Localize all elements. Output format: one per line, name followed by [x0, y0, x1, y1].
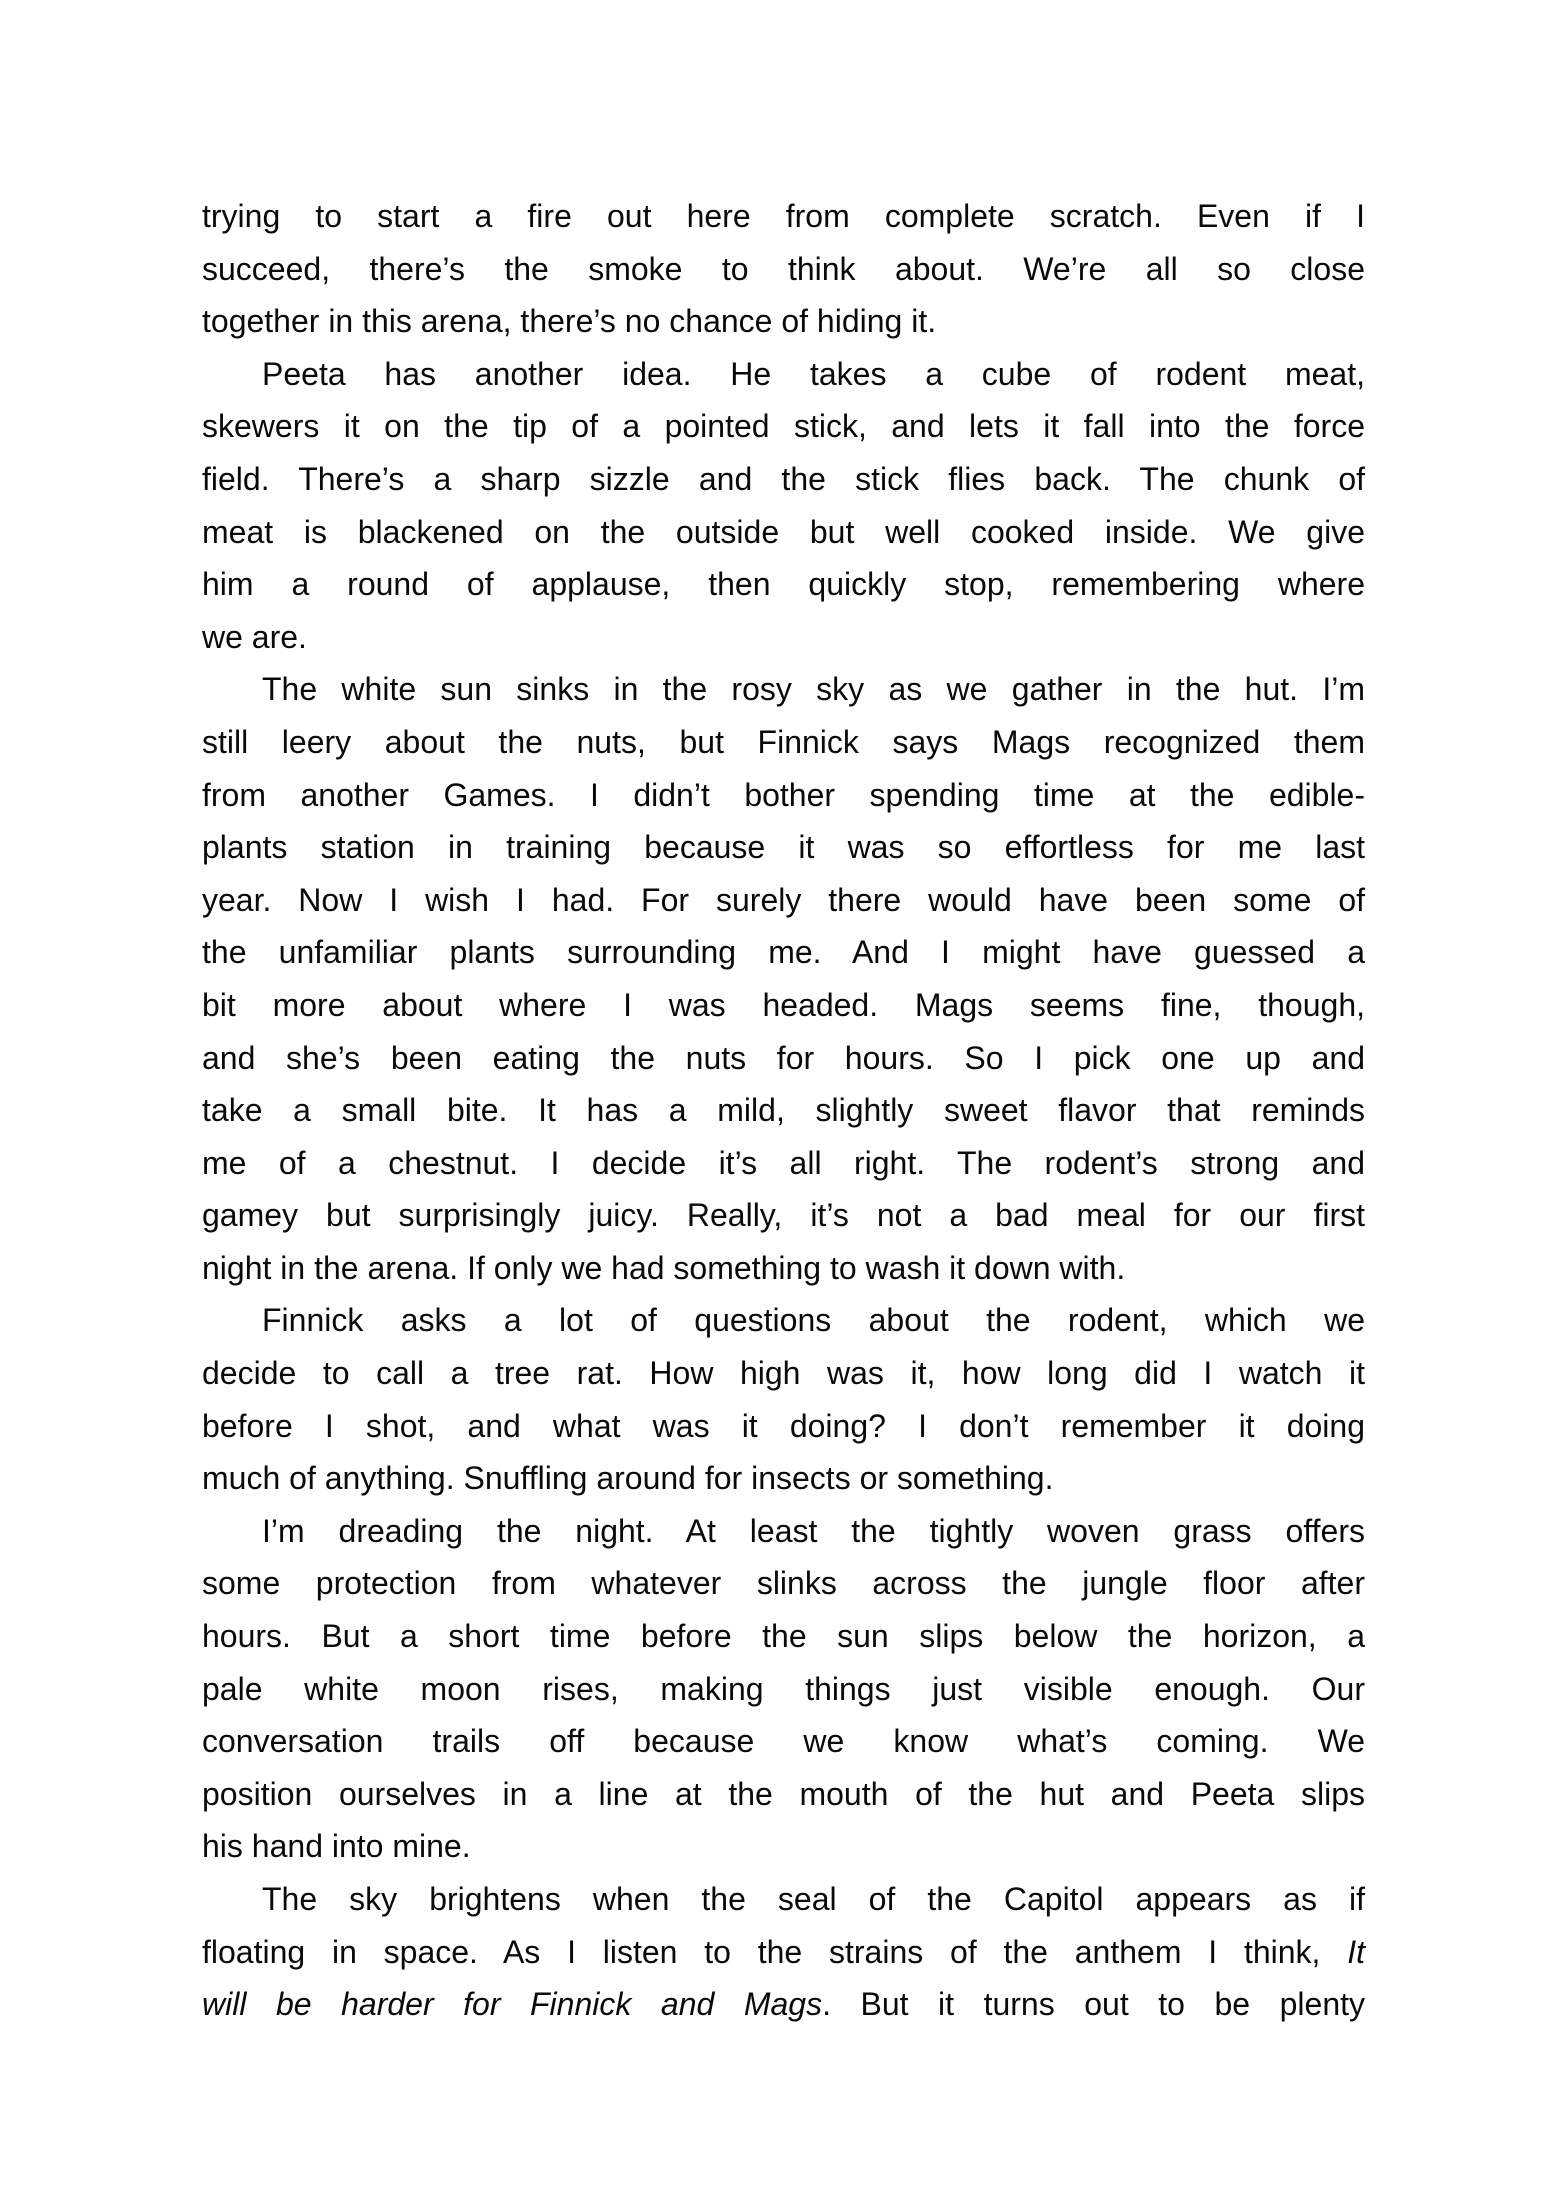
text-line — [202, 611, 1365, 664]
text-segment: Peeta has another idea. He takes a cube of rodent meat, — [262, 355, 1365, 392]
text-segment: before I shot, and what was it doing? I don’t remember it doing — [202, 1407, 1365, 1444]
text-segment: the unfamiliar plants surrounding me. And I might have guessed a — [202, 934, 1365, 971]
text-segment: The sky brightens when the seal of the Capitol appears as if — [262, 1881, 1365, 1917]
text-line — [202, 1032, 1365, 1085]
text-segment: skewers it on the tip of a pointed stick, and lets it fall into the force — [202, 408, 1365, 445]
text-segment: me of a chestnut. I decide it’s all right. The rodent’s strong and — [202, 1144, 1365, 1181]
text-segment: floating in space. As I listen to the strains of the anthem I think, — [202, 1933, 1348, 1970]
text-line — [202, 821, 1365, 874]
text-line — [202, 979, 1365, 1032]
text-segment: position ourselves in a line at the mouth of the hut and Peeta slips — [202, 1775, 1365, 1812]
text-segment: gamey but surprisingly juicy. Really, it’s not a bad meal for our first — [202, 1197, 1365, 1234]
text-segment: from another Games. I didn’t bother spending time at the edible- — [202, 776, 1365, 813]
text-segment: bit more about where I was headed. Mags seems fine, though, — [202, 986, 1365, 1023]
text-line — [202, 1294, 1365, 1347]
paragraph — [202, 1294, 1365, 1504]
text-line — [202, 1610, 1365, 1663]
text-line — [202, 348, 1365, 401]
text-line — [202, 1084, 1365, 1137]
text-line — [202, 663, 1365, 716]
text-line — [202, 1663, 1365, 1716]
text-line — [202, 1347, 1365, 1400]
text-line — [202, 769, 1365, 822]
text-segment: together in this arena, there’s no chance of hiding it. — [202, 303, 937, 340]
italic-text: will be harder for Finnick and Mags — [202, 1986, 823, 2023]
text-segment: . But it turns out to be plenty — [822, 1986, 1365, 2023]
text-segment: plants station in training because it was so effortless for me last — [202, 829, 1365, 866]
text-segment: him a round of applause, then quickly stop, remembering where — [202, 566, 1365, 603]
text-line — [202, 1820, 1365, 1873]
text-line — [202, 1189, 1365, 1242]
text-segment: decide to call a tree rat. How high was it, how long did I watch it — [202, 1355, 1365, 1392]
text-segment: take a small bite. It has a mild, slightly sweet flavor that reminds — [202, 1092, 1365, 1129]
text-line — [202, 1926, 1365, 1979]
text-segment: meat is blackened on the outside but well cooked inside. We give — [202, 513, 1365, 550]
text-line — [202, 243, 1365, 296]
text-line — [202, 1715, 1365, 1768]
text-line — [202, 874, 1365, 927]
text-segment: we are. — [202, 618, 307, 655]
paragraph — [202, 1505, 1365, 1873]
text-segment: night in the arena. If only we had something to wash it down with. — [202, 1249, 1126, 1286]
text-line — [202, 1873, 1365, 1926]
text-line — [202, 1452, 1365, 1505]
text-segment: I’m dreading the night. At least the tightly woven grass offers — [262, 1512, 1365, 1549]
text-line — [202, 506, 1365, 559]
text-line — [202, 1137, 1365, 1190]
text-line — [202, 1557, 1365, 1610]
text-segment: pale white moon rises, making things just visible enough. Our — [202, 1670, 1365, 1707]
text-segment: field. There’s a sharp sizzle and the stick flies back. The chunk of — [202, 460, 1365, 497]
paragraph — [202, 663, 1365, 1294]
text-segment: year. Now I wish I had. For surely there would have been some of — [202, 881, 1365, 918]
text-line — [202, 558, 1365, 611]
text-line — [202, 400, 1365, 453]
text-segment: still leery about the nuts, but Finnick says Mags recognized them — [202, 723, 1365, 760]
text-segment: Finnick asks a lot of questions about the rodent, which we — [262, 1302, 1365, 1339]
italic-text: It — [1347, 1933, 1365, 1970]
text-segment: trying to start a fire out here from complete scratch. Even if I — [202, 198, 1365, 234]
text-line — [202, 1400, 1365, 1453]
text-line — [202, 1505, 1365, 1558]
text-segment: and she’s been eating the nuts for hours. So I pick one up and — [202, 1039, 1365, 1076]
paragraph — [202, 190, 1365, 348]
text-line — [202, 295, 1365, 348]
text-segment: conversation trails off because we know what’s coming. We — [202, 1723, 1365, 1760]
paragraph — [202, 348, 1365, 664]
text-line — [202, 926, 1365, 979]
text-line — [202, 1242, 1365, 1295]
text-segment: his hand into mine. — [202, 1828, 471, 1865]
text-segment: succeed, there’s the smoke to think about. We’re all so close — [202, 250, 1365, 287]
paragraph — [202, 1873, 1365, 2031]
text-line — [202, 1768, 1365, 1821]
text-line — [202, 190, 1365, 243]
text-line — [202, 1978, 1365, 2031]
text-segment: much of anything. Snuffling around for insects or something. — [202, 1460, 1054, 1497]
book-page-body — [202, 190, 1365, 2031]
text-segment: hours. But a short time before the sun slips below the horizon, a — [202, 1618, 1365, 1655]
text-segment: some protection from whatever slinks across the jungle floor after — [202, 1565, 1365, 1602]
text-segment: The white sun sinks in the rosy sky as we gather in the hut. I’m — [262, 671, 1365, 708]
text-line — [202, 716, 1365, 769]
text-line — [202, 453, 1365, 506]
